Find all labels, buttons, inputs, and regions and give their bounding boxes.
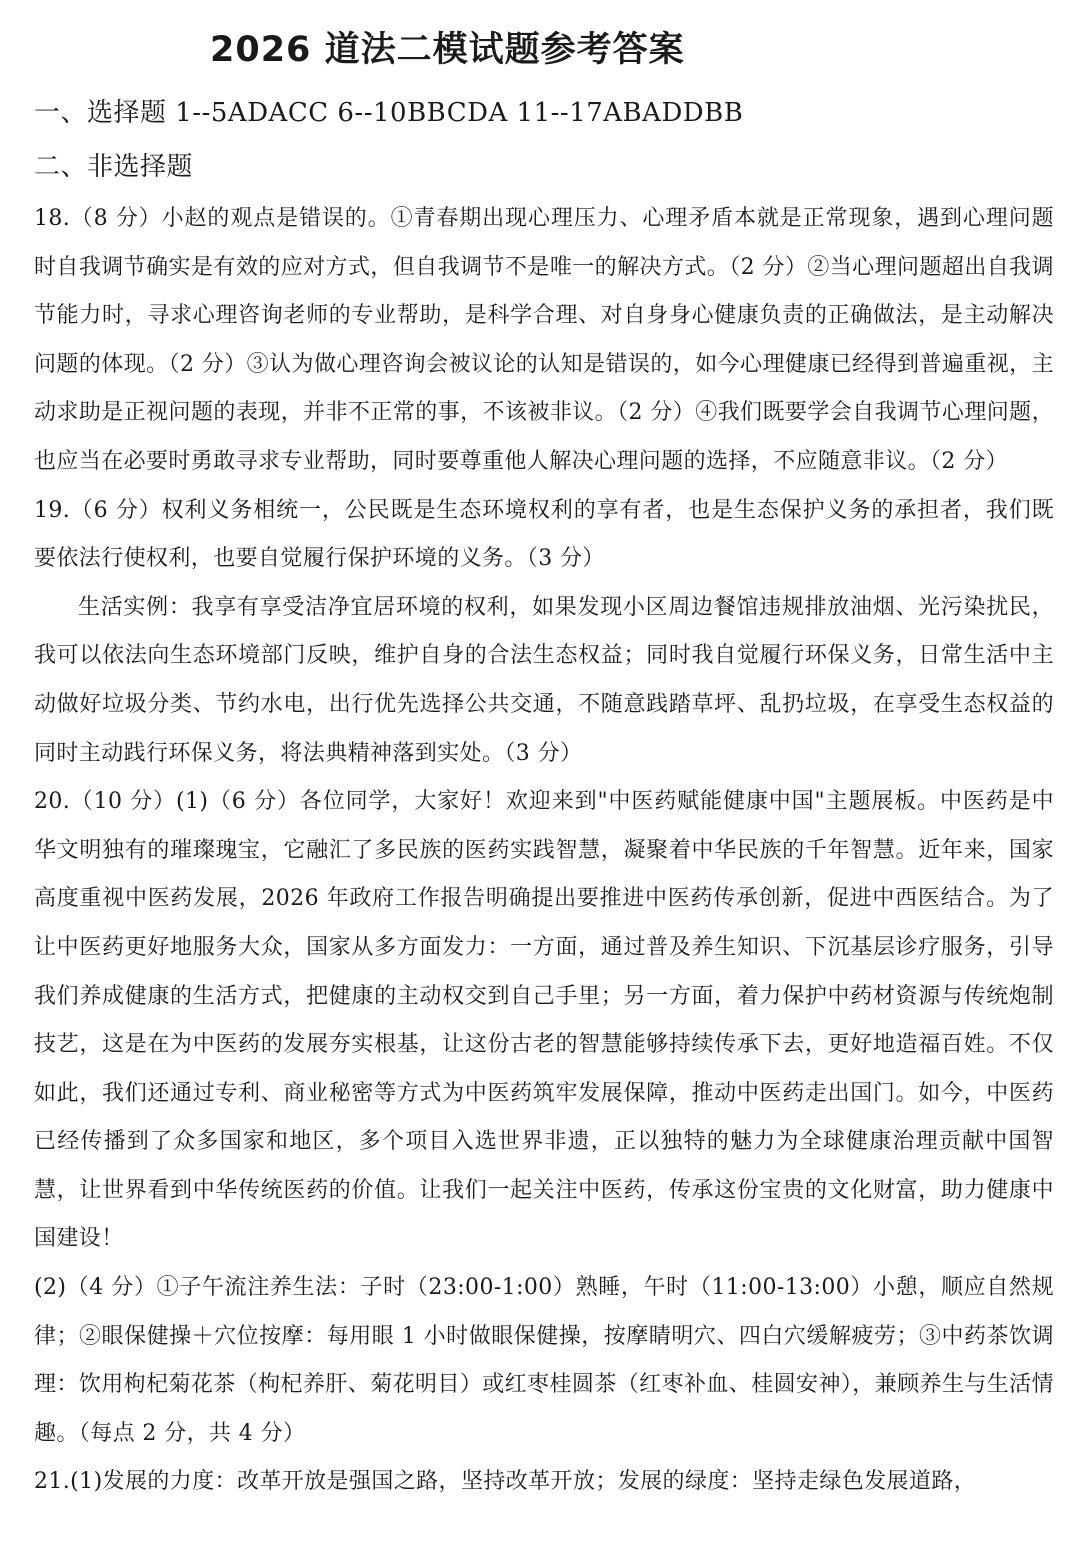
answer-19: 19.（6 分）权利义务相统一，公民既是生态环境权利的享有者，也是生态保护义务的承担者，我们既要依法行使权利，也要自觉履行保护环境的义务。（3 分） [34, 497, 1054, 572]
answer-18: 18.（8 分）小赵的观点是错误的。①青春期出现心理压力、心理矛盾本就是正常现象，遇到心理问题时自我调节确实是有效的应对方式，但自我调节不是唯一的解决方式。（2 分）②当心理问题超出自我调节能力时，寻求心理咨询老师的专业帮助，是科学合理、对自身身心健康负责的正确做法，是主动解决问题的体现。（2 分）③认为做心理咨询会被议论的认知是错误的，如今心理健康已经得到普遍重视，主动求助是正视问题的表现，并非不正常的事，不该被非议。（2 分）④我们既要学会自我调节心理问题，也应当在必要时勇敢寻求专业帮助，同时要尊重他人解决心理问题的选择，不应随意非议。（2 分） [34, 206, 1054, 474]
answer-19-example: 生活实例：我享有享受洁净宜居环境的权利，如果发现小区周边餐馆违规排放油烟、光污染扰民，我可以依法向生态环境部门反映，维护自身的合法生态权益；同时我自觉履行环保义务，日常生活中主动做好垃圾分类、节约水电，出行优先选择公共交通，不随意践踏草坪、乱扔垃圾，在享受生态权益的同时主动践行环保义务，将法典精神落到实处。（3 分） [34, 594, 1054, 766]
answer-body [34, 195, 1054, 1507]
answer-20-part-2: (2)（4 分）①子午流注养生法：子时（23:00-1:00）熟睡，午时（11:00-13:00）小憩，顺应自然规律；②眼保健操＋穴位按摩：每用眼 1 小时做眼保健操，按摩睛明穴、四白穴缓解疲劳；③中药茶饮调理：饮用枸杞菊花茶（枸杞养肝、菊花明目）或红枣桂圆茶（红枣补血、桂圆安神），兼顾养生与生活情趣。（每点 2 分，共 4 分） [34, 1275, 1054, 1446]
non-choice-heading: 二、非选择题 [34, 152, 194, 182]
answer-20-part-1: 20.（10 分）(1)（6 分）各位同学，大家好！欢迎来到"中医药赋能健康中国"主题展板。中医药是中华文明独有的璀璨瑰宝，它融汇了多民族的医药实践智慧，凝聚着中华民族的千年智慧。近年来，国家高度重视中医药发展，2026 年政府工作报告明确提出要推进中医药传承创新，促进中西医结合。为了让中医药更好地服务大众，国家从多方面发力：一方面，通过普及养生知识、下沉基层诊疗服务，引导我们养成健康的生活方式，把健康的主动权交到自己手里；另一方面，着力保护中药材资源与传统炮制技艺，这是在为中医药的发展夯实根基，让这份古老的智慧能够持续传承下去，更好地造福百姓。不仅如此，我们还通过专利、商业秘密等方式为中医药筑牢发展保障，推动中医药走出国门。如今，中医药已经传播到了众多国家和地区，多个项目入选世界非遗，正以独特的魅力为全球健康治理贡献中国智慧，让世界看到中华传统医药的价值。让我们一起关注中医药，传承这份宝贵的文化财富，助力健康中国建设！ [34, 789, 1054, 1252]
page-title: 2026 道法二模试题参考答案 [210, 30, 685, 70]
choice-answers-heading: 一、选择题 1--5ADACC 6--10BBCDA 11--17ABADDBB [34, 98, 744, 128]
answer-21-part-1: 21.(1)发展的力度：改革开放是强国之路，坚持改革开放；发展的绿度：坚持走绿色发展道路， [34, 1469, 977, 1495]
